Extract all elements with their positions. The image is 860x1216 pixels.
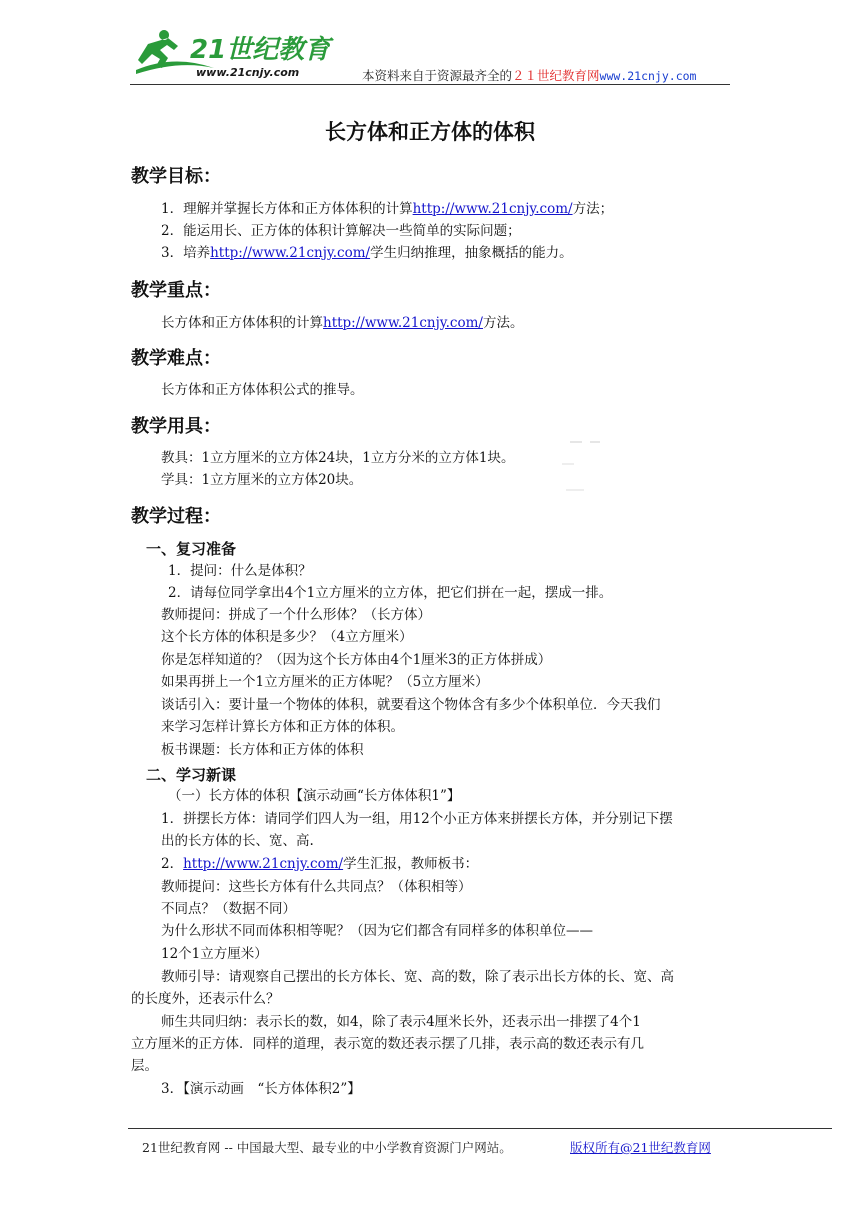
objective-item-3: 3．培养http://www.21cnjy.com/学生归纳推理，抽象概括的能力。: [161, 245, 573, 261]
s1-line-3: 教师提问：拼成了一个什么形体？（长方体）: [161, 607, 431, 623]
s1-line-7: 谈话引入：要计量一个物体的体积，就要看这个物体含有多少个体积单位．今天我们: [161, 697, 661, 713]
summary-line-b: 立方厘米的正方体．同样的道理，表示宽的数还表示摆了几排，表示高的数还表示有几: [131, 1036, 644, 1052]
scan-artifacts: [560, 438, 620, 498]
s2-line-3: 为什么形状不同而体积相等呢？（因为它们都含有同样多的体积单位——: [161, 923, 593, 939]
tools-heading: 教学用具：: [131, 416, 221, 437]
page-title: 长方体和正方体的体积: [325, 119, 535, 144]
objective-item-2: 2．能运用长、正方体的体积计算解决一些简单的实际问题；: [161, 223, 521, 239]
objectives-heading: 教学目标：: [131, 166, 221, 187]
tools-teacher: 教具：1立方厘米的立方体24块，1立方分米的立方体1块。: [161, 450, 515, 466]
s2-item-3: 3．【演示动画 “长方体体积2”】: [161, 1081, 361, 1097]
logo-url-text: www.21cnjy.com: [196, 66, 300, 79]
s1-line-4: 这个长方体的体积是多少？（4立方厘米）: [161, 629, 413, 645]
s2-line-2: 不同点？（数据不同）: [161, 901, 296, 917]
summary-line-a: 师生共同归纳：表示长的数，如4，除了表示4厘米长外，还表示出一排摆了4个1: [161, 1014, 641, 1030]
s1-line-8: 来学习怎样计算长方体和正方体的体积。: [161, 719, 404, 735]
header-site-name: ２１世纪教育网: [512, 68, 600, 83]
s1-line-9: 板书课题：长方体和正方体的体积: [161, 742, 364, 758]
header-note: 本资料来自于资源最齐全的２１世纪教育网www.21cnjy.com: [362, 68, 697, 83]
difficulties-heading: 教学难点：: [131, 348, 221, 369]
footer-text: 21世纪教育网 -- 中国最大型、最专业的中小学教育资源门户网站。: [142, 1140, 512, 1155]
s2-item-2: 2．http://www.21cnjy.com/学生汇报，教师板书：: [161, 856, 479, 872]
header-url[interactable]: www.21cnjy.com: [599, 69, 697, 83]
key-points-heading: 教学重点：: [131, 280, 221, 301]
process-heading: 教学过程：: [131, 506, 221, 527]
s2-line-4: 12个1立方厘米）: [161, 946, 268, 962]
site-logo: [134, 24, 344, 82]
s2-item-1b: 出的长方体的长、宽、高.: [161, 833, 314, 849]
footer-copyright-link[interactable]: 版权所有@21世纪教育网: [570, 1140, 711, 1155]
summary-line-c: 层。: [131, 1058, 158, 1074]
s1-line-5: 你是怎样知道的？（因为这个长方体由4个1厘米3的正方体拼成）: [161, 652, 552, 668]
guide-line-b: 的长度外，还表示什么？: [131, 991, 280, 1007]
footer-divider: [128, 1128, 832, 1129]
s1-line-2: 2．请每位同学拿出4个1立方厘米的立方体，把它们拼在一起，摆成一排。: [168, 585, 613, 601]
logo-text: 21世纪教育: [190, 35, 331, 65]
key-points-link[interactable]: http://www.21cnjy.com/: [323, 315, 483, 331]
section-2-title: 二、学习新课: [146, 766, 237, 784]
s2-item-2-link[interactable]: http://www.21cnjy.com/: [183, 856, 344, 872]
key-points-text: 长方体和正方体体积的计算http://www.21cnjy.com/方法。: [161, 315, 524, 331]
s1-line-6: 如果再拼上一个1立方厘米的正方体呢？（5立方厘米）: [161, 674, 489, 690]
section-1-title: 一、复习准备: [146, 540, 237, 558]
difficulties-text: 长方体和正方体体积公式的推导。: [161, 382, 364, 398]
s2-item-1a: 1．拼摆长方体：请同学们四人为一组，用12个小正方体来拼摆长方体，并分别记下摆: [161, 811, 673, 827]
s1-line-1: 1．提问：什么是体积？: [168, 563, 312, 579]
objective-link-3[interactable]: http://www.21cnjy.com/: [210, 245, 371, 261]
header-divider: [130, 84, 730, 85]
s2-part-1: （一）长方体的体积【演示动画“长方体体积1”】: [168, 788, 461, 804]
objective-item-1: 1．理解并掌握长方体和正方体体积的计算http://www.21cnjy.com/方法；: [161, 201, 614, 217]
guide-line-a: 教师引导：请观察自己摆出的长方体长、宽、高的数，除了表示出长方体的长、宽、高: [161, 969, 674, 985]
tools-student: 学具：1立方厘米的立方体20块。: [161, 472, 363, 488]
s2-line-1: 教师提问：这些长方体有什么共同点？（体积相等）: [161, 879, 472, 895]
objective-link-1[interactable]: http://www.21cnjy.com/: [412, 201, 573, 217]
